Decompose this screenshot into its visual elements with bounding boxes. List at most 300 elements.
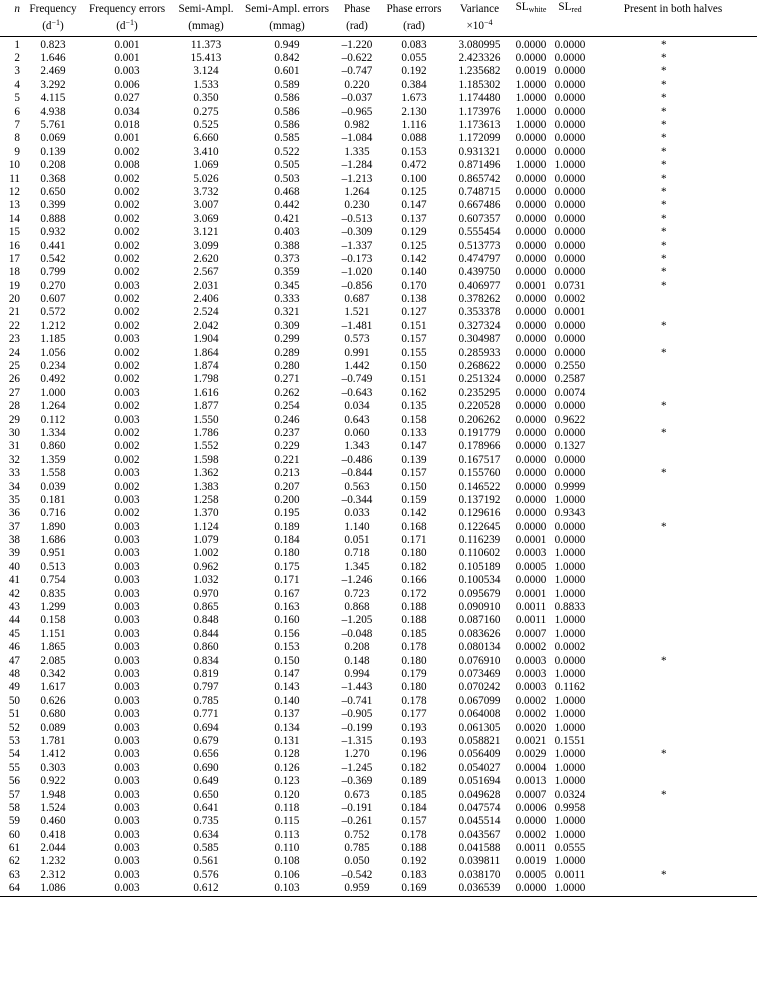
cell-sl-red: 0.0000: [554, 212, 586, 225]
cell-variance: 0.285933: [458, 346, 501, 359]
cell-n: 10: [8, 159, 20, 172]
cell-n: 27: [8, 386, 20, 399]
cell-variance: 0.067099: [458, 694, 501, 707]
cell-semi-ampl-error: 0.207: [274, 480, 300, 493]
cell-sl-red: 0.0000: [554, 185, 586, 198]
cell-variance: 0.070242: [458, 681, 501, 694]
cell-frequency: 0.835: [40, 587, 66, 600]
cell-frequency: 1.686: [40, 534, 66, 547]
cell-phase-error: 0.159: [401, 493, 427, 506]
cell-phase: –1.443: [341, 681, 373, 694]
cell-n: 4: [14, 78, 20, 91]
cell-semi-ampl: 0.844: [193, 627, 219, 640]
table-row: [0, 869, 757, 882]
cell-both-halves: [589, 387, 757, 400]
cell-phase-error: 0.127: [401, 306, 427, 319]
cell-variance: 0.076910: [458, 654, 501, 667]
cell-phase-error: 0.180: [401, 681, 427, 694]
cell-variance: 0.083626: [458, 627, 501, 640]
cell-phase-error: 0.083: [401, 38, 427, 51]
cell-semi-ampl: 0.634: [193, 828, 219, 841]
cell-sl-white: 0.0013: [515, 775, 547, 788]
cell-frequency: 3.292: [40, 78, 66, 91]
cell-sl-white: 0.0000: [511, 882, 551, 896]
cell-n: 6: [14, 105, 20, 118]
cell-variance: 0.043567: [458, 828, 501, 841]
cell-sl-white: 0.0000: [515, 145, 547, 158]
cell-sl-white: 0.0000: [515, 293, 547, 306]
cell-variance: 0.095679: [458, 587, 501, 600]
cell-n: 5: [14, 92, 20, 105]
cell-sl-white: 0.0001: [515, 534, 547, 547]
cell-frequency-error: 0.002: [114, 212, 140, 225]
cell-semi-ampl-error: 0.388: [274, 239, 300, 252]
cell-both-halves: [589, 414, 757, 427]
cell-variance: 0.036539: [448, 882, 511, 896]
cell-both-halves: [589, 561, 757, 574]
table-row: [0, 52, 757, 65]
col-header-n: n: [14, 3, 20, 15]
cell-variance: 1.185302: [458, 78, 501, 91]
cell-sl-red: 0.2587: [554, 373, 586, 386]
cell-phase-error: 0.135: [401, 400, 427, 413]
cell-phase: –0.309: [341, 226, 373, 239]
cell-variance: 0.378262: [458, 293, 501, 306]
cell-frequency-error: 0.001: [114, 52, 140, 65]
cell-phase-error: 0.137: [401, 212, 427, 225]
table-row: [0, 561, 757, 574]
table-row: [0, 480, 757, 493]
cell-semi-ampl: 1.362: [193, 467, 219, 480]
cell-n: 1: [14, 38, 20, 51]
cell-sl-red: 0.0555: [554, 842, 586, 855]
cell-phase: 1.140: [344, 520, 370, 533]
cell-n: 21: [8, 306, 20, 319]
table-row: [0, 226, 757, 239]
cell-sl-red: 1.0000: [554, 775, 586, 788]
cell-sl-white: 0.0006: [515, 801, 547, 814]
cell-frequency-error: 0.002: [114, 360, 140, 373]
cell-sl-white: 0.0000: [515, 185, 547, 198]
cell-sl-white: 0.0000: [515, 440, 547, 453]
col-unit-semi-ampl: (mmag): [172, 16, 240, 36]
cell-semi-ampl: 1.598: [193, 453, 219, 466]
cell-both-halves: *: [661, 520, 667, 533]
cell-variance: 0.122645: [458, 520, 501, 533]
cell-frequency-error: 0.003: [114, 801, 140, 814]
cell-semi-ampl: 1.877: [193, 400, 219, 413]
cell-phase: 0.991: [344, 346, 370, 359]
cell-semi-ampl-error: 0.522: [274, 145, 300, 158]
cell-sl-white: 0.0011: [515, 842, 547, 855]
cell-semi-ampl: 3.410: [193, 145, 219, 158]
cell-frequency: 0.418: [40, 828, 66, 841]
cell-phase: 0.563: [344, 480, 370, 493]
cell-sl-red: 0.0000: [554, 654, 586, 667]
cell-frequency: 4.938: [40, 105, 66, 118]
cell-sl-red: 0.0000: [554, 92, 586, 105]
cell-semi-ampl: 1.124: [193, 520, 219, 533]
cell-frequency: 0.932: [40, 226, 66, 239]
table-row: [0, 253, 757, 266]
cell-variance: 0.110602: [458, 547, 501, 560]
cell-semi-ampl: 0.525: [193, 118, 219, 131]
cell-semi-ampl: 2.620: [193, 252, 219, 265]
cell-semi-ampl-error: 0.175: [274, 560, 300, 573]
cell-phase: –1.481: [341, 319, 373, 332]
cell-phase-error: 0.151: [401, 373, 427, 386]
cell-sl-red: 0.0731: [554, 279, 586, 292]
cell-both-halves: [589, 882, 757, 896]
cell-semi-ampl: 1.258: [193, 493, 219, 506]
cell-semi-ampl-error: 0.271: [274, 373, 300, 386]
cell-frequency: 0.181: [40, 493, 66, 506]
col-unit-both-halves: [589, 16, 757, 36]
cell-frequency: 1.151: [40, 627, 66, 640]
cell-sl-red: 0.1551: [554, 734, 586, 747]
cell-both-halves: [589, 815, 757, 828]
cell-semi-ampl: 0.576: [193, 868, 219, 881]
cell-semi-ampl-error: 0.200: [274, 493, 300, 506]
cell-frequency-error: 0.003: [114, 65, 140, 78]
cell-phase: –0.261: [341, 815, 373, 828]
cell-both-halves: [589, 695, 757, 708]
cell-semi-ampl-error: 0.137: [274, 708, 300, 721]
cell-semi-ampl-error: 0.309: [274, 319, 300, 332]
cell-semi-ampl-error: 0.442: [274, 199, 300, 212]
cell-phase: 1.442: [344, 360, 370, 373]
cell-frequency-error: 0.003: [114, 868, 140, 881]
cell-frequency: 0.399: [40, 199, 66, 212]
cell-n: 34: [8, 480, 20, 493]
cell-sl-red: 0.0000: [554, 38, 586, 51]
cell-phase: –1.213: [341, 172, 373, 185]
cell-semi-ampl-error: 0.213: [274, 467, 300, 480]
cell-semi-ampl: 0.797: [193, 681, 219, 694]
cell-phase: 0.687: [344, 293, 370, 306]
cell-frequency: 0.607: [40, 293, 66, 306]
cell-frequency-error: 0.003: [114, 668, 140, 680]
cell-variance: 0.220528: [458, 400, 501, 413]
cell-variance: 0.871496: [458, 159, 501, 172]
cell-n: 64: [0, 882, 24, 896]
cell-sl-red: 1.0000: [554, 815, 586, 828]
cell-semi-ampl-error: 0.120: [274, 788, 300, 801]
cell-sl-red: 1.0000: [554, 748, 586, 761]
cell-both-halves: [589, 494, 757, 507]
cell-frequency-error: 0.034: [114, 105, 140, 118]
cell-semi-ampl: 1.002: [193, 547, 219, 560]
cell-semi-ampl-error: 0.586: [274, 118, 300, 131]
cell-sl-white: 0.0000: [515, 266, 547, 279]
cell-both-halves: [589, 333, 757, 346]
table-row: [0, 65, 757, 78]
cell-semi-ampl: 2.031: [193, 279, 219, 292]
cell-sl-white: 0.0000: [515, 574, 547, 587]
cell-phase: –0.749: [341, 373, 373, 386]
cell-frequency-error: 0.003: [114, 828, 140, 841]
col-header-semi-ampl: Semi-Ampl.: [178, 3, 234, 15]
cell-phase-error: 0.177: [401, 708, 427, 721]
cell-both-halves: [589, 360, 757, 373]
cell-frequency-error: 0.003: [114, 560, 140, 573]
cell-frequency-error: 0.002: [114, 480, 140, 493]
cell-both-halves: [589, 628, 757, 641]
cell-variance: 0.056409: [458, 748, 501, 761]
cell-phase-error: 0.157: [401, 333, 427, 346]
cell-variance: 0.251324: [458, 373, 501, 386]
cell-n: 25: [8, 360, 20, 373]
cell-sl-red: 0.0000: [554, 199, 586, 212]
table-row: [0, 467, 757, 480]
cell-sl-red: 0.0000: [554, 266, 586, 279]
cell-phase: –0.191: [341, 801, 373, 814]
cell-sl-white: 0.0003: [515, 668, 547, 680]
cell-sl-red: 1.0000: [554, 828, 586, 841]
cell-sl-red: 0.9343: [554, 507, 586, 520]
cell-frequency-error: 0.003: [114, 534, 140, 547]
cell-sl-red: 0.0000: [554, 105, 586, 118]
cell-variance: 0.047574: [458, 801, 501, 814]
cell-both-halves: [589, 306, 757, 319]
cell-both-halves: [589, 480, 757, 493]
cell-frequency: 0.270: [40, 279, 66, 292]
cell-phase: 0.673: [344, 788, 370, 801]
col-unit-n: [0, 16, 24, 36]
cell-sl-red: 0.0000: [554, 534, 586, 547]
cell-sl-white: 1.0000: [515, 92, 547, 105]
table-row: [0, 173, 757, 186]
cell-sl-red: 0.0000: [554, 145, 586, 158]
cell-sl-red: 0.0000: [554, 453, 586, 466]
cell-phase: –0.856: [341, 279, 373, 292]
table-row: [0, 186, 757, 199]
cell-semi-ampl-error: 0.503: [274, 172, 300, 185]
cell-n: 54: [8, 748, 20, 761]
cell-semi-ampl-error: 0.103: [240, 882, 334, 896]
cell-semi-ampl-error: 0.184: [274, 534, 300, 547]
cell-sl-white: 0.0000: [515, 132, 547, 145]
cell-both-halves: *: [661, 185, 667, 198]
col-header-both-halves: Present in both halves: [623, 3, 723, 15]
cell-n: 11: [9, 172, 20, 185]
cell-semi-ampl: 1.069: [193, 159, 219, 172]
cell-sl-red: 0.0002: [554, 293, 586, 306]
cell-semi-ampl: 2.567: [193, 266, 219, 279]
cell-semi-ampl: 0.962: [193, 560, 219, 573]
cell-both-halves: *: [661, 279, 667, 292]
cell-n: 24: [8, 346, 20, 359]
table-row: [0, 427, 757, 440]
cell-sl-white: 0.0011: [515, 601, 547, 614]
cell-semi-ampl: 0.694: [193, 721, 219, 734]
cell-both-halves: [589, 507, 757, 520]
cell-sl-white: 0.0000: [515, 400, 547, 413]
table-row: [0, 829, 757, 842]
cell-frequency: 0.492: [40, 373, 66, 386]
cell-variance: 0.155760: [458, 467, 501, 480]
cell-variance: 0.607357: [458, 212, 501, 225]
table-row: [0, 735, 757, 748]
sl-white-base: SL: [515, 1, 529, 13]
cell-n: 3: [14, 65, 20, 78]
cell-semi-ampl-error: 0.589: [274, 78, 300, 91]
cell-phase-error: 0.192: [401, 855, 427, 868]
cell-sl-white: 0.0001: [515, 587, 547, 600]
cell-phase: 0.994: [344, 668, 370, 680]
cell-sl-white: 0.0000: [515, 319, 547, 332]
cell-frequency: 0.542: [40, 252, 66, 265]
cell-phase-error: 0.155: [401, 346, 427, 359]
cell-phase: 0.718: [344, 547, 370, 560]
cell-semi-ampl: 0.865: [193, 601, 219, 614]
cell-phase: –0.199: [341, 721, 373, 734]
table-row: [0, 106, 757, 119]
cell-variance: 0.116239: [458, 534, 501, 547]
cell-both-halves: *: [661, 105, 667, 118]
cell-n: 43: [8, 601, 20, 614]
cell-both-halves: *: [661, 212, 667, 225]
cell-phase-error: 1.116: [401, 118, 427, 131]
col-header-semi-ampl-errors: Semi-Ampl. errors: [245, 3, 329, 15]
cell-phase-error: 0.184: [401, 801, 427, 814]
col-unit-frequency-errors: [82, 16, 172, 36]
cell-semi-ampl-error: 0.123: [274, 775, 300, 788]
cell-n: 51: [8, 708, 20, 721]
cell-frequency-error: 0.003: [114, 708, 140, 721]
cell-phase: –1.315: [341, 734, 373, 747]
cell-sl-white: 0.0001: [515, 279, 547, 292]
cell-n: 46: [8, 641, 20, 654]
cell-n: 38: [8, 534, 20, 547]
cell-both-halves: [589, 708, 757, 721]
table-row: [0, 239, 757, 252]
cell-semi-ampl-error: 0.403: [274, 226, 300, 239]
cell-frequency-error: 0.003: [114, 493, 140, 506]
cell-semi-ampl-error: 0.126: [274, 761, 300, 774]
cell-semi-ampl: 0.785: [193, 694, 219, 707]
table-row: [0, 199, 757, 212]
cell-phase: 0.982: [344, 118, 370, 131]
cell-phase-error: 0.170: [401, 279, 427, 292]
cell-frequency-error: 0.002: [114, 252, 140, 265]
cell-semi-ampl: 3.069: [193, 212, 219, 225]
table-row: [0, 146, 757, 159]
cell-frequency: 0.860: [40, 440, 66, 453]
col-header-sl-white: [511, 0, 551, 16]
cell-phase-error: 0.193: [401, 721, 427, 734]
cell-both-halves: [589, 735, 757, 748]
cell-n: 41: [8, 574, 20, 587]
table-row: [0, 320, 757, 333]
cell-n: 59: [8, 815, 20, 828]
cell-sl-red: 0.0000: [554, 319, 586, 332]
cell-sl-white: 0.0000: [515, 346, 547, 359]
cell-phase-error: 0.055: [401, 52, 427, 65]
cell-frequency-error: 0.003: [114, 641, 140, 654]
cell-sl-red: 0.0000: [554, 226, 586, 239]
cell-semi-ampl: 3.121: [193, 226, 219, 239]
cell-both-halves: *: [661, 239, 667, 252]
cell-variance: 0.129616: [458, 507, 501, 520]
cell-sl-white: 0.0000: [515, 815, 547, 828]
table-row: [0, 882, 757, 896]
cell-semi-ampl-error: 0.333: [274, 293, 300, 306]
cell-variance: 0.191779: [458, 426, 501, 439]
cell-sl-white: 0.0004: [515, 761, 547, 774]
table-body: [0, 36, 757, 896]
cell-sl-white: 0.0002: [515, 694, 547, 707]
cell-semi-ampl-error: 0.842: [274, 52, 300, 65]
unit-variance-exp: −4: [483, 18, 493, 28]
cell-n: 49: [8, 681, 20, 694]
cell-sl-white: 0.0000: [515, 493, 547, 506]
cell-phase-error: 0.166: [401, 574, 427, 587]
table-row: [0, 507, 757, 520]
cell-phase-error: 0.162: [401, 386, 427, 399]
cell-n: 23: [8, 333, 20, 346]
cell-frequency: 1.000: [40, 386, 66, 399]
col-unit-variance: [448, 16, 511, 36]
cell-sl-white: 0.0003: [515, 681, 547, 694]
cell-frequency-error: 0.002: [114, 306, 140, 319]
cell-phase-error: 0.178: [401, 828, 427, 841]
table-row: [0, 641, 757, 654]
cell-variance: 0.327324: [458, 319, 501, 332]
cell-variance: 0.178966: [458, 440, 501, 453]
cell-variance: 0.137192: [458, 493, 501, 506]
cell-phase: 0.752: [344, 828, 370, 841]
cell-semi-ampl: 1.904: [193, 333, 219, 346]
cell-both-halves: *: [661, 159, 667, 172]
cell-semi-ampl-error: 0.345: [274, 279, 300, 292]
cell-n: 31: [8, 440, 20, 453]
cell-variance: 0.038170: [458, 868, 501, 881]
cell-frequency-error: 0.003: [114, 775, 140, 788]
cell-n: 42: [8, 587, 20, 600]
cell-frequency: 0.922: [40, 775, 66, 788]
cell-variance: 0.054027: [458, 761, 501, 774]
cell-sl-red: 1.0000: [551, 882, 589, 896]
cell-phase-error: 0.172: [401, 587, 427, 600]
cell-semi-ampl-error: 0.110: [274, 842, 300, 855]
cell-semi-ampl: 3.099: [193, 239, 219, 252]
table-row: [0, 333, 757, 346]
cell-variance: 0.474797: [458, 252, 501, 265]
cell-variance: 0.058821: [458, 734, 501, 747]
cell-phase: 0.034: [344, 400, 370, 413]
cell-frequency-error: 0.003: [114, 547, 140, 560]
cell-semi-ampl: 3.124: [193, 65, 219, 78]
cell-variance: 0.235295: [458, 386, 501, 399]
cell-n: 8: [14, 132, 20, 145]
cell-semi-ampl-error: 0.143: [274, 681, 300, 694]
cell-sl-red: 1.0000: [554, 493, 586, 506]
cell-n: 29: [8, 413, 20, 426]
cell-both-halves: *: [661, 788, 667, 801]
cell-phase-error: 0.196: [401, 748, 427, 761]
cell-sl-red: 1.0000: [554, 855, 586, 868]
cell-phase-error: 0.189: [401, 775, 427, 788]
cell-sl-white: 0.0011: [515, 614, 547, 627]
table-row: [0, 788, 757, 801]
unit-frequency-open: (d: [42, 20, 52, 33]
cell-semi-ampl: 2.042: [193, 319, 219, 332]
table-row: [0, 494, 757, 507]
cell-sl-red: 0.0000: [554, 520, 586, 533]
cell-semi-ampl-error: 0.134: [274, 721, 300, 734]
cell-both-halves: [589, 641, 757, 654]
